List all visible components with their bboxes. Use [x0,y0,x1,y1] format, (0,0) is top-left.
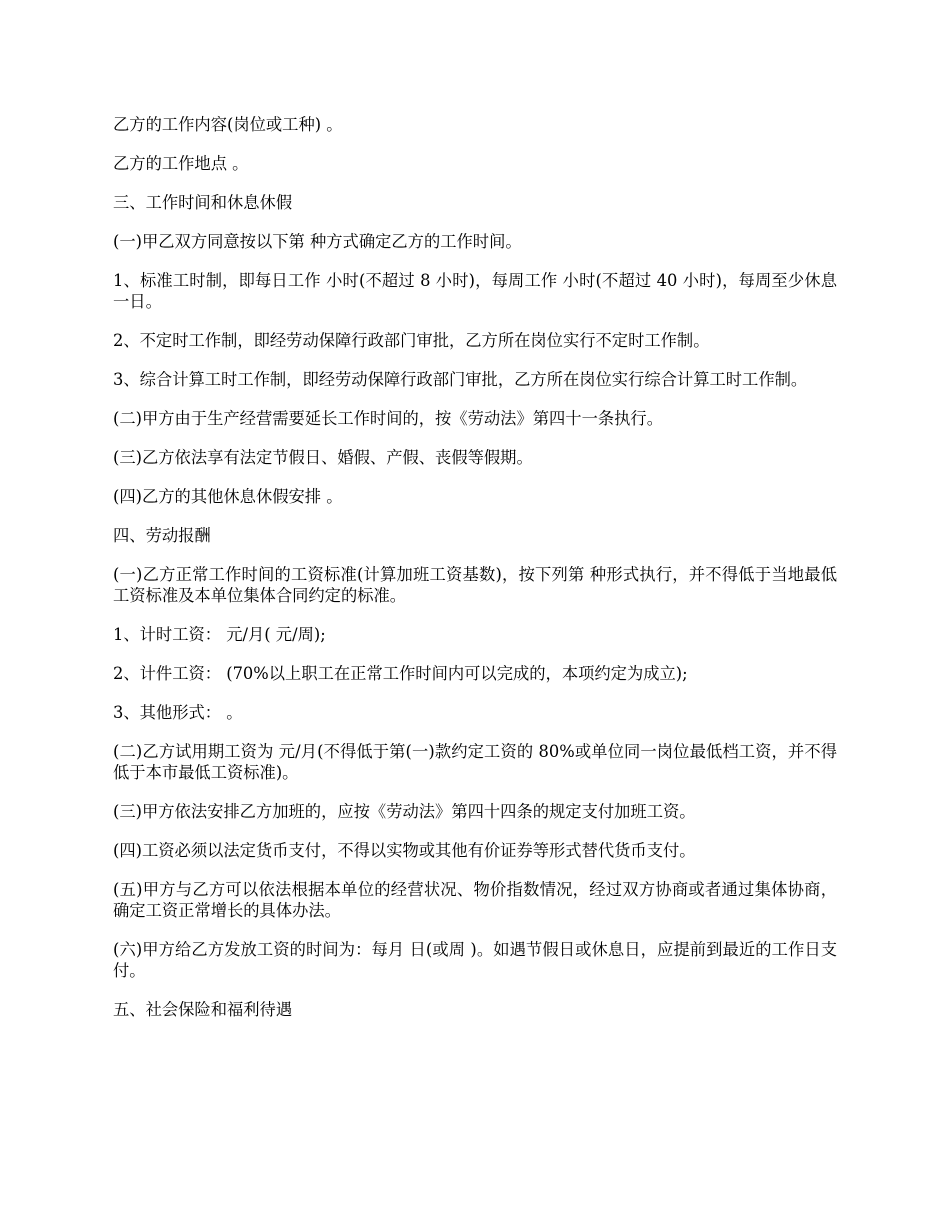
paragraph-standard-hours: 1、标准工时制，即每日工作 小时(不超过 8 小时)，每周工作 小时(不超过 40 小时)，每周至少休息一日。 [113,271,837,311]
paragraph-pay-date: (六)甲方给乙方发放工资的时间为：每月 日(或周 )。如遇节假日或休息日，应提前到最近的工作日支付。 [113,940,837,980]
paragraph-probation-wage: (二)乙方试用期工资为 元/月(不得低于第(一)款约定工资的 80%或单位同一岗位最低档工资，并不得低于本市最低工资标准)。 [113,742,837,782]
paragraph-work-content: 乙方的工作内容(岗位或工种) 。 [113,115,343,134]
section-heading-remuneration: 四、劳动报酬 [113,526,211,545]
paragraph-piece-wage: 2、计件工资： (70%以上职工在正常工作时间内可以完成的，本项约定为成立); [113,664,688,683]
paragraph-flexible-hours: 2、不定时工作制，即经劳动保障行政部门审批，乙方所在岗位实行不定时工作制。 [113,331,710,350]
document-body [113,114,837,1038]
section-heading-social-insurance: 五、社会保险和福利待遇 [113,1000,293,1019]
paragraph-comprehensive-hours: 3、综合计算工时工作制，即经劳动保障行政部门审批，乙方所在岗位实行综合计算工时工作制。 [113,370,808,389]
paragraph-overtime-pay: (三)甲方依法安排乙方加班的，应按《劳动法》第四十四条的规定支付加班工资。 [113,802,696,821]
paragraph-time-wage: 1、计时工资： 元/月( 元/周); [113,625,326,644]
paragraph-wage-standard: (一)乙方正常工作时间的工资标准(计算加班工资基数)，按下列第 种形式执行，并不得低于当地最低工资标准及本单位集体合同约定的标准。 [113,565,837,605]
paragraph-other-leave: (四)乙方的其他休息休假安排 。 [113,487,343,506]
section-heading-working-hours: 三、工作时间和休息休假 [113,193,293,212]
paragraph-wage-growth: (五)甲方与乙方可以依法根据本单位的经营状况、物价指数情况，经过双方协商或者通过集体协商，确定工资正常增长的具体办法。 [113,880,837,920]
paragraph-hours-method: (一)甲乙双方同意按以下第 种方式确定乙方的工作时间。 [113,232,522,251]
paragraph-currency-payment: (四)工资必须以法定货币支付，不得以实物或其他有价证券等形式替代货币支付。 [113,841,696,860]
paragraph-work-location: 乙方的工作地点 。 [113,154,249,173]
paragraph-other-form: 3、其他形式： 。 [113,703,243,722]
paragraph-legal-holidays: (三)乙方依法享有法定节假日、婚假、产假、丧假等假期。 [113,448,533,467]
paragraph-overtime-extension: (二)甲方由于生产经营需要延长工作时间的，按《劳动法》第四十一条执行。 [113,409,663,428]
